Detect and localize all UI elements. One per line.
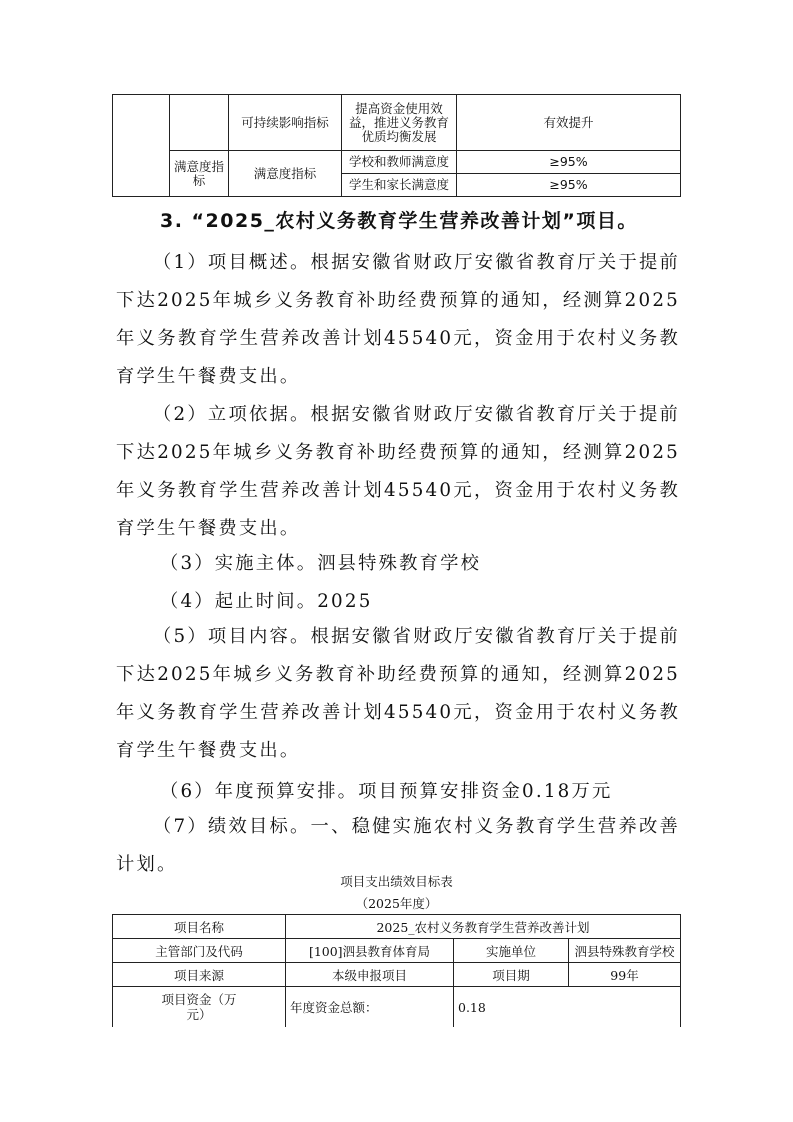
table-cell: 项目期 xyxy=(454,963,569,987)
table-cell: 学生和家长满意度 xyxy=(342,174,457,197)
table-cell: [100]泗县教育体育局 xyxy=(286,939,454,963)
table-cell: 满意度指标 xyxy=(229,151,342,197)
table-row xyxy=(113,963,681,987)
table-cell: 满意度指标 xyxy=(170,151,229,197)
table-cell: 项目来源 xyxy=(113,963,286,987)
table-row xyxy=(113,151,681,174)
table-cell: 年度资金总额： xyxy=(286,987,454,1028)
table-cell: 有效提升 xyxy=(457,95,681,151)
paragraph-basis: （2）立项依据。根据安徽省财政厅安徽省教育厅关于提前下达2025年城乡义务教育补助经费预算的通知，经测算2025年义务教育学生营养改善计划45540元，资金用于农村义务教育学生午餐费支出。 xyxy=(116,404,680,539)
table-row xyxy=(113,939,681,963)
paragraph-implementer: （3）实施主体。泗县特殊教育学校 xyxy=(160,553,482,574)
table-cell: 2025_农村义务教育学生营养改善计划 xyxy=(286,915,681,939)
table-cell xyxy=(113,95,170,197)
table-cell: 可持续影响指标 xyxy=(229,95,342,151)
paragraph-goal: （7）绩效目标。一、稳健实施农村义务教育学生营养改善计划。 xyxy=(116,816,680,875)
paragraph-budget: （6）年度预算安排。项目预算安排资金0.18万元 xyxy=(160,781,613,802)
table-year: （2025年度） xyxy=(355,896,438,911)
table-row xyxy=(113,915,681,939)
table-cell: 项目资金（万元） xyxy=(113,987,286,1028)
table-cell: 项目名称 xyxy=(113,915,286,939)
table-cell: 提高资金使用效益，推进义务教育优质均衡发展 xyxy=(342,95,457,151)
table-row xyxy=(113,987,681,1028)
table-row xyxy=(113,95,681,151)
paragraph-content: （5）项目内容。根据安徽省财政厅安徽省教育厅关于提前下达2025年城乡义务教育补助经费预算的通知，经测算2025年义务教育学生营养改善计划45540元，资金用于农村义务教育学生午餐费支出。 xyxy=(116,626,680,761)
table-cell: ≥95% xyxy=(457,174,681,197)
table-cell: 0.18 xyxy=(454,987,681,1028)
table-caption: 项目支出绩效目标表 xyxy=(340,874,453,889)
paragraph-period: （4）起止时间。2025 xyxy=(160,591,373,612)
table-cell: 泗县特殊教育学校 xyxy=(569,939,681,963)
paragraph-overview: （1）项目概述。根据安徽省财政厅安徽省教育厅关于提前下达2025年城乡义务教育补助经费预算的通知，经测算2025年义务教育学生营养改善计划45540元，资金用于农村义务教育学生午餐费支出。 xyxy=(116,252,680,387)
performance-indicator-table-continued xyxy=(112,94,681,197)
table-cell: 本级申报项目 xyxy=(286,963,454,987)
table-cell: 99年 xyxy=(569,963,681,987)
project-performance-table xyxy=(112,914,681,1027)
section-heading: 3. “2025_农村义务教育学生营养改善计划”项目。 xyxy=(160,210,638,232)
table-cell xyxy=(170,95,229,151)
table-cell: ≥95% xyxy=(457,151,681,174)
table-cell: 学校和教师满意度 xyxy=(342,151,457,174)
table-cell: 主管部门及代码 xyxy=(113,939,286,963)
table-cell: 实施单位 xyxy=(454,939,569,963)
